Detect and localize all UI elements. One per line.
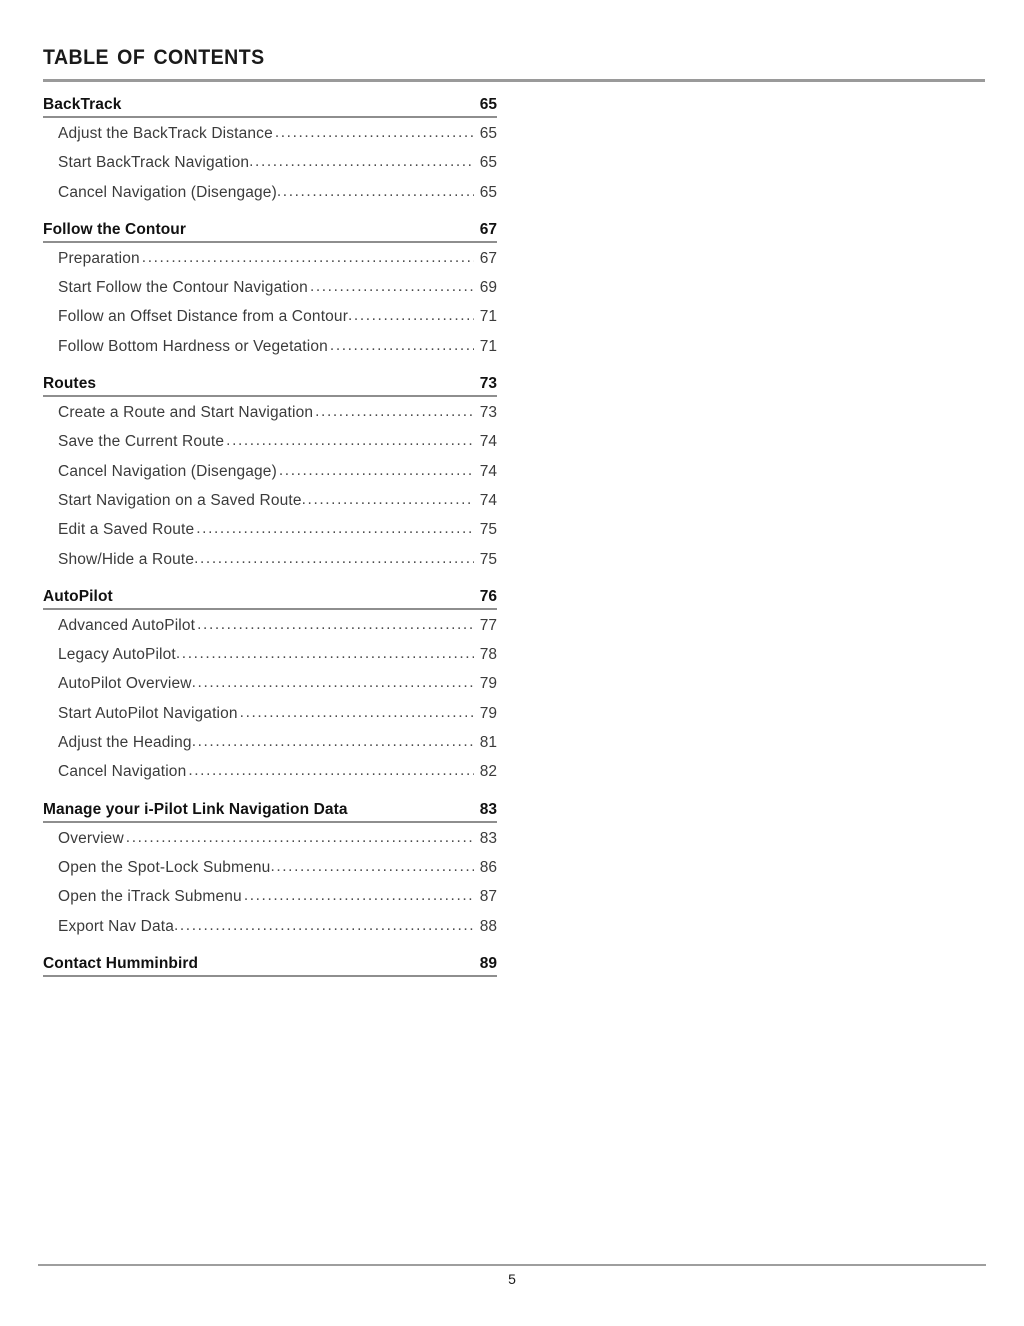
toc-entry-page-number: 83 bbox=[479, 829, 497, 847]
footer-divider bbox=[38, 1264, 986, 1266]
toc-section-page-number: 76 bbox=[479, 587, 497, 605]
toc-entry-label: Save the Current Route bbox=[58, 433, 225, 451]
toc-entry-dot-leader bbox=[126, 830, 474, 847]
toc-entry-dot-leader bbox=[249, 154, 474, 171]
toc-entry-page-number: 65 bbox=[479, 125, 497, 142]
toc-section-inner bbox=[43, 96, 497, 118]
toc-entry-page-number: 71 bbox=[479, 337, 497, 355]
toc-entry-page-number: 78 bbox=[479, 646, 497, 664]
toc-entry-dot-leader bbox=[188, 763, 474, 780]
toc-entry-label: Start AutoPilot Navigation bbox=[58, 704, 238, 722]
page-title: table of contents bbox=[43, 38, 265, 71]
toc-entry-dot-leader bbox=[192, 675, 474, 692]
toc-entry-page-number: 74 bbox=[479, 462, 497, 480]
toc-entry-row[interactable] bbox=[43, 888, 497, 917]
toc-entry-page-number: 67 bbox=[479, 249, 497, 267]
toc-entry-dot-leader bbox=[240, 705, 474, 722]
toc-entry-label: Advanced AutoPilot bbox=[58, 616, 196, 634]
toc-section-row[interactable] bbox=[43, 375, 497, 404]
toc-section-label: Manage your i-Pilot Link Navigation Data bbox=[43, 800, 348, 818]
toc-entry-label: Overview bbox=[58, 829, 124, 847]
toc-entry-row[interactable] bbox=[43, 551, 497, 580]
toc-entry-label: Follow Bottom Hardness or Vegetation bbox=[58, 337, 328, 355]
toc-body bbox=[0, 96, 1024, 984]
toc-entry-page-number: 88 bbox=[479, 917, 497, 935]
toc-section-page-number: 65 bbox=[479, 96, 497, 113]
toc-entry-dot-leader bbox=[244, 888, 474, 905]
toc-entry-row[interactable] bbox=[43, 308, 497, 337]
toc-entry-row[interactable] bbox=[43, 404, 497, 433]
toc-entry-label: AutoPilot Overview bbox=[58, 675, 192, 693]
toc-section-label: AutoPilot bbox=[43, 587, 113, 605]
toc-entry-dot-leader bbox=[348, 308, 474, 325]
toc-entry-page-number: 65 bbox=[479, 183, 497, 201]
toc-entry-page-number: 71 bbox=[479, 308, 497, 326]
toc-section-inner bbox=[43, 588, 497, 610]
toc-entry-label: Cancel Navigation bbox=[58, 763, 187, 781]
toc-section-page-number: 67 bbox=[479, 220, 497, 238]
toc-entry-page-number: 79 bbox=[479, 675, 497, 693]
toc-section-label: BackTrack bbox=[43, 96, 122, 113]
toc-entry-row[interactable] bbox=[43, 521, 497, 550]
toc-entry-label: Adjust the BackTrack Distance bbox=[58, 125, 273, 142]
toc-entry-page-number: 69 bbox=[479, 279, 497, 297]
toc-entry-label: Legacy AutoPilot bbox=[58, 646, 176, 664]
toc-section-page-number: 83 bbox=[479, 800, 497, 818]
toc-header bbox=[43, 38, 985, 72]
toc-entry-dot-leader bbox=[196, 521, 474, 538]
toc-entry-row[interactable] bbox=[43, 250, 497, 279]
toc-section-inner bbox=[43, 221, 497, 243]
toc-entry-label: Cancel Navigation (Disengage) bbox=[58, 462, 277, 480]
toc-entry-label: Start Follow the Contour Navigation bbox=[58, 279, 308, 297]
toc-entry-row[interactable] bbox=[43, 492, 497, 521]
toc-entry-page-number: 79 bbox=[479, 704, 497, 722]
toc-section-inner bbox=[43, 801, 497, 823]
toc-entry-label: Start BackTrack Navigation bbox=[58, 154, 250, 172]
toc-entry-dot-leader bbox=[192, 734, 474, 751]
toc-entry-dot-leader bbox=[279, 463, 474, 480]
toc-entry-row[interactable] bbox=[43, 125, 497, 154]
toc-entry-page-number: 65 bbox=[479, 154, 497, 172]
toc-entry-label: Export Nav Data bbox=[58, 917, 174, 935]
toc-entry-dot-leader bbox=[270, 859, 474, 876]
toc-section-row[interactable] bbox=[43, 588, 497, 617]
toc-entry-label: Open the Spot-Lock Submenu bbox=[58, 858, 271, 876]
toc-entry-label: Create a Route and Start Navigation bbox=[58, 404, 314, 422]
toc-section-label: Follow the Contour bbox=[43, 220, 186, 238]
toc-entry-row[interactable] bbox=[43, 463, 497, 492]
toc-entry-label: Follow an Offset Distance from a Contour bbox=[58, 308, 349, 326]
toc-section-label: Contact Humminbird bbox=[43, 954, 199, 972]
toc-entry-dot-leader bbox=[226, 433, 474, 450]
footer-page-number: 5 bbox=[508, 1271, 516, 1287]
toc-entry-dot-leader bbox=[310, 279, 474, 296]
toc-entry-dot-leader bbox=[194, 551, 474, 568]
toc-entry-row[interactable] bbox=[43, 338, 497, 367]
toc-entry-label: Open the iTrack Submenu bbox=[58, 888, 242, 906]
toc-entry-row[interactable] bbox=[43, 675, 497, 704]
toc-section-inner bbox=[43, 375, 497, 397]
toc-section-inner bbox=[43, 955, 497, 977]
header-divider bbox=[43, 79, 985, 82]
toc-section-row[interactable] bbox=[43, 221, 497, 250]
toc-section-page-number: 89 bbox=[479, 954, 497, 972]
toc-entry-dot-leader bbox=[197, 617, 474, 634]
toc-entry-row[interactable] bbox=[43, 830, 497, 859]
toc-section-row[interactable] bbox=[43, 96, 497, 125]
toc-entry-dot-leader bbox=[277, 184, 474, 201]
toc-entry-page-number: 81 bbox=[479, 734, 497, 752]
toc-section-label: Routes bbox=[43, 375, 97, 393]
toc-entry-page-number: 75 bbox=[479, 521, 497, 539]
toc-entry-page-number: 87 bbox=[479, 888, 497, 906]
toc-entry-dot-leader bbox=[315, 404, 474, 421]
toc-entry-page-number: 86 bbox=[479, 858, 497, 876]
toc-entry-row[interactable] bbox=[43, 617, 497, 646]
toc-entry-row[interactable] bbox=[43, 646, 497, 675]
toc-entry-label: Adjust the Heading bbox=[58, 734, 192, 752]
toc-entry-row[interactable] bbox=[43, 918, 497, 947]
toc-section-row[interactable] bbox=[43, 955, 497, 984]
toc-entry-row[interactable] bbox=[43, 279, 497, 308]
toc-entry-dot-leader bbox=[275, 125, 474, 142]
toc-entry-row[interactable] bbox=[43, 763, 497, 792]
toc-entry-page-number: 74 bbox=[479, 433, 497, 451]
toc-entry-row[interactable] bbox=[43, 859, 497, 888]
toc-entry-row[interactable] bbox=[43, 734, 497, 763]
toc-list bbox=[43, 96, 497, 984]
toc-entry-row[interactable] bbox=[43, 154, 497, 183]
toc-entry-label: Cancel Navigation (Disengage) bbox=[58, 183, 277, 201]
toc-section-page-number: 73 bbox=[479, 375, 497, 393]
toc-entry-page-number: 82 bbox=[479, 763, 497, 781]
toc-entry-label: Start Navigation on a Saved Route bbox=[58, 491, 302, 509]
toc-entry-row[interactable] bbox=[43, 705, 497, 734]
toc-entry-dot-leader bbox=[142, 250, 474, 267]
toc-entry-label: Preparation bbox=[58, 249, 140, 267]
toc-entry-page-number: 75 bbox=[479, 550, 497, 568]
toc-entry-dot-leader bbox=[174, 918, 474, 935]
toc-entry-dot-leader bbox=[330, 338, 474, 355]
toc-entry-row[interactable] bbox=[43, 184, 497, 213]
toc-entry-dot-leader bbox=[176, 646, 474, 663]
toc-entry-page-number: 74 bbox=[479, 491, 497, 509]
toc-section-row[interactable] bbox=[43, 801, 497, 830]
toc-entry-label: Edit a Saved Route bbox=[58, 521, 195, 539]
toc-entry-page-number: 77 bbox=[479, 616, 497, 634]
toc-entry-page-number: 73 bbox=[479, 404, 497, 422]
toc-entry-dot-leader bbox=[302, 492, 474, 509]
toc-entry-label: Show/Hide a Route bbox=[58, 550, 195, 568]
toc-entry-row[interactable] bbox=[43, 433, 497, 462]
